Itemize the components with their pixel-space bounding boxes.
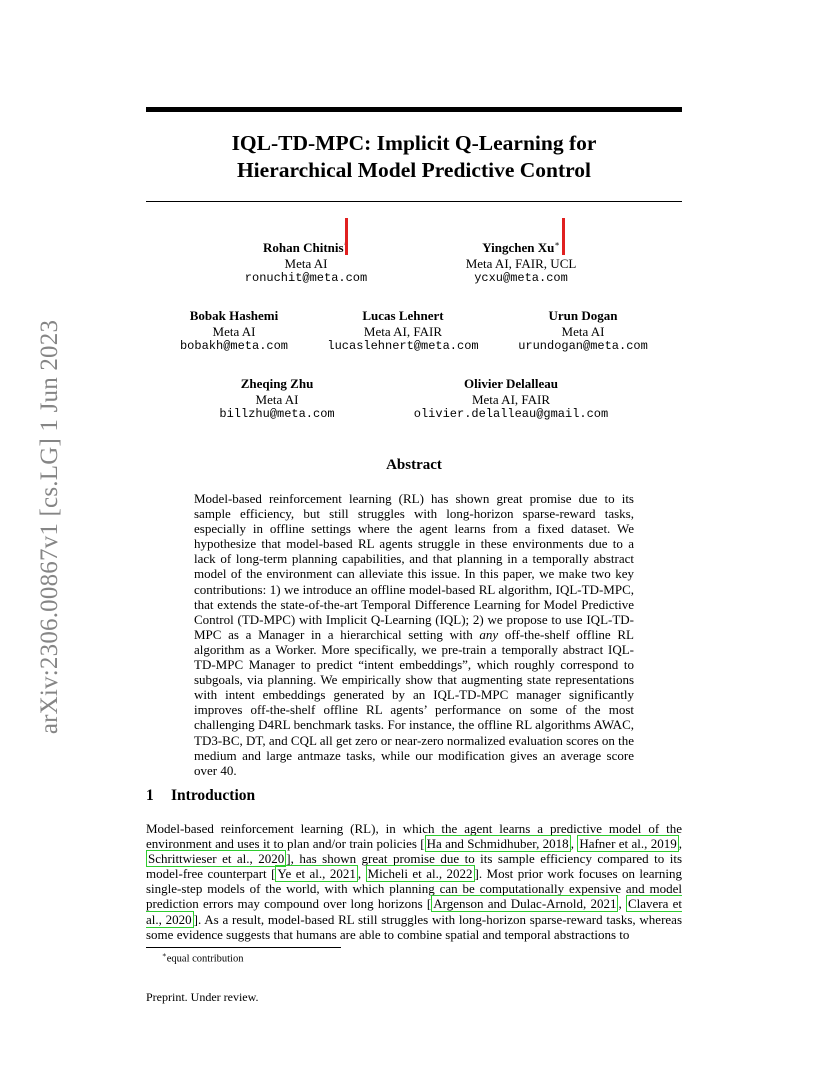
author-block xyxy=(518,308,648,355)
author-name: Yingchen Xu xyxy=(482,240,555,255)
author-email[interactable]: billzhu@meta.com xyxy=(219,407,335,421)
title-line-1: IQL-TD-MPC: Implicit Q-Learning for xyxy=(231,131,597,155)
author-affiliation: Meta AI xyxy=(212,323,256,339)
author-name: Lucas Lehnert xyxy=(362,308,444,323)
author-email[interactable]: bobakh@meta.com xyxy=(179,339,289,353)
author-affiliation: Meta AI, FAIR, UCL xyxy=(465,255,577,271)
citation-link[interactable]: Ye et al., 2021 xyxy=(277,866,356,882)
title-top-rule xyxy=(146,107,682,112)
author-name: Zheqing Zhu xyxy=(240,376,314,391)
section-heading xyxy=(146,787,255,805)
citation-link[interactable]: Micheli et al., 2022 xyxy=(367,866,473,882)
author-block xyxy=(245,240,367,287)
footnote: ∗equal contribution xyxy=(162,951,244,965)
author-email[interactable]: ycxu@meta.com xyxy=(474,271,568,285)
author-block xyxy=(180,308,288,355)
author-email[interactable]: ronuchit@meta.com xyxy=(244,271,368,285)
author-affiliation: Meta AI, FAIR xyxy=(363,323,443,339)
section-title: Introduction xyxy=(171,787,256,804)
annotation-mark xyxy=(345,218,348,255)
author-block xyxy=(219,376,334,423)
author-block xyxy=(414,376,608,423)
abstract-text: Model-based reinforcement learning (RL) has shown great promise due to its sample efficiency, but still struggles with long-horizon sparse-reward tasks, especially in offline settings where the agent learns from a fixed dataset. We hypothesize that model-based RL agents struggle in these environments due to a lack of long-term planning capabilities, and that planning in a temporally abstract model of the environment can alleviate this issue. In this paper, we make two key contributions: 1) we introduce an offline model-based RL algorithm, IQL-TD-MPC, that extends the state-of-the-art Temporal Difference Learning for Model Predictive Control (TD-MPC) with Implicit Q-Learning (IQL); 2) we propose to use IQL-TD-MPC as a Manager in a hierarchical setting with any off-the-shelf offline RL algorithm as a Worker. More specifically, we pre-train a temporally abstract IQL-TD-MPC Manager to predict “intent embeddings”, which roughly correspond to subgoals, via planning. We empirically show that augmenting state representations with intent embeddings generated by an IQL-TD-MPC manager significantly improves off-the-shelf offline RL agents’ performance on some of the most challenging D4RL benchmark tasks. For instance, the offline RL algorithms AWAC, TD3-BC, DT, and CQL all get zero or near-zero normalized evaluation scores on the medium and large antmaze tasks, while our modification gives an average score over 40. xyxy=(194,491,634,778)
author-name: Bobak Hashemi xyxy=(189,308,279,323)
preprint-notice: Preprint. Under review. xyxy=(146,990,259,1004)
author-name: Olivier Delalleau xyxy=(464,376,558,391)
author-email[interactable]: urundogan@meta.com xyxy=(518,339,648,353)
footnote-rule xyxy=(146,947,341,948)
citation-link[interactable]: Argenson and Dulac-Arnold, 2021 xyxy=(433,896,617,912)
section-number: 1 xyxy=(146,787,154,804)
arxiv-identifier: arXiv:2306.00867v1 [cs.LG] 1 Jun 2023 xyxy=(36,319,63,735)
abstract-heading: Abstract xyxy=(386,457,442,473)
author-affiliation: Meta AI xyxy=(284,255,328,271)
author-affiliation: Meta AI xyxy=(561,323,605,339)
author-email[interactable]: olivier.delalleau@gmail.com xyxy=(413,407,609,421)
author-block xyxy=(327,308,478,355)
citation-link[interactable]: Clavera et al., 2020 xyxy=(146,896,682,927)
citation-link[interactable]: Ha and Schmidhuber, 2018 xyxy=(426,836,569,852)
equal-contribution-mark: ∗ xyxy=(554,239,560,249)
author-email[interactable]: lucaslehnert@meta.com xyxy=(327,339,479,353)
author-affiliation: Meta AI xyxy=(255,391,299,407)
author-name: Rohan Chitnis xyxy=(262,240,344,255)
title-line-2: Hierarchical Model Predictive Control xyxy=(236,158,592,182)
annotation-mark xyxy=(562,218,565,255)
author-block xyxy=(466,240,577,287)
paper-title xyxy=(146,130,682,184)
intro-paragraph: Model-based reinforcement learning (RL), in which the agent learns a predictive model of the environment and uses it to plan and/or train policies [ Ha and Schmidhuber, 2018 , Hafner et al., 2019 , Schrittwieser et al., 2020 ], has shown great promise due to its sample efficiency compared to its model-free counterpart [ Ye et al., 2021 , Micheli et al., 2022 ]. Most prior work focuses on learning single-step models of the world, with which planning can be computationally expensive and model prediction errors may compound over long horizons [ Argenson and Dulac-Arnold, 2021 , Clavera et al., 2020 ]. As a result, model-based RL still struggles with long-horizon sparse-reward tasks, whereas some evidence suggests that humans are able to combine spatial and temporal abstractions to xyxy=(146,821,683,942)
author-name: Urun Dogan xyxy=(548,308,618,323)
author-affiliation: Meta AI, FAIR xyxy=(471,391,551,407)
citation-link[interactable]: Hafner et al., 2019 xyxy=(579,836,677,852)
citation-link[interactable]: Schrittwieser et al., 2020 xyxy=(148,851,285,867)
title-bottom-rule xyxy=(146,201,682,202)
